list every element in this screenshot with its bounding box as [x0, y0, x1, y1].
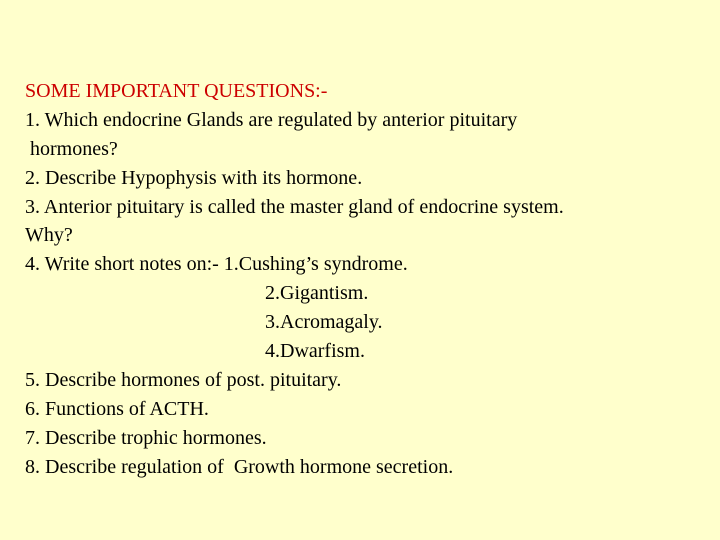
question-3-line-1: 3. Anterior pituitary is called the master gland of endocrine system.	[25, 195, 564, 218]
question-5: 5. Describe hormones of post. pituitary.	[25, 368, 342, 391]
question-1-line-1: 1. Which endocrine Glands are regulated by anterior pituitary	[25, 108, 518, 131]
question-4: 4. Write short notes on:- 1.Cushing’s syndrome.	[25, 253, 408, 276]
question-3-line-2: Why?	[25, 224, 73, 247]
question-8: 8. Describe regulation of Growth hormone secretion.	[25, 455, 454, 478]
question-4-subitem: 4.Dwarfism.	[265, 340, 365, 363]
question-4-subitem: 3.Acromagaly.	[265, 311, 383, 334]
question-6: 6. Functions of ACTH.	[25, 397, 209, 420]
question-2: 2. Describe Hypophysis with its hormone.	[25, 166, 363, 189]
slide-title: SOME IMPORTANT QUESTIONS:-	[25, 80, 328, 102]
question-7: 7. Describe trophic hormones.	[25, 426, 267, 449]
questions-list	[25, 77, 705, 481]
question-1-line-2: hormones?	[25, 137, 118, 160]
question-4-subitem: 2.Gigantism.	[265, 282, 369, 305]
